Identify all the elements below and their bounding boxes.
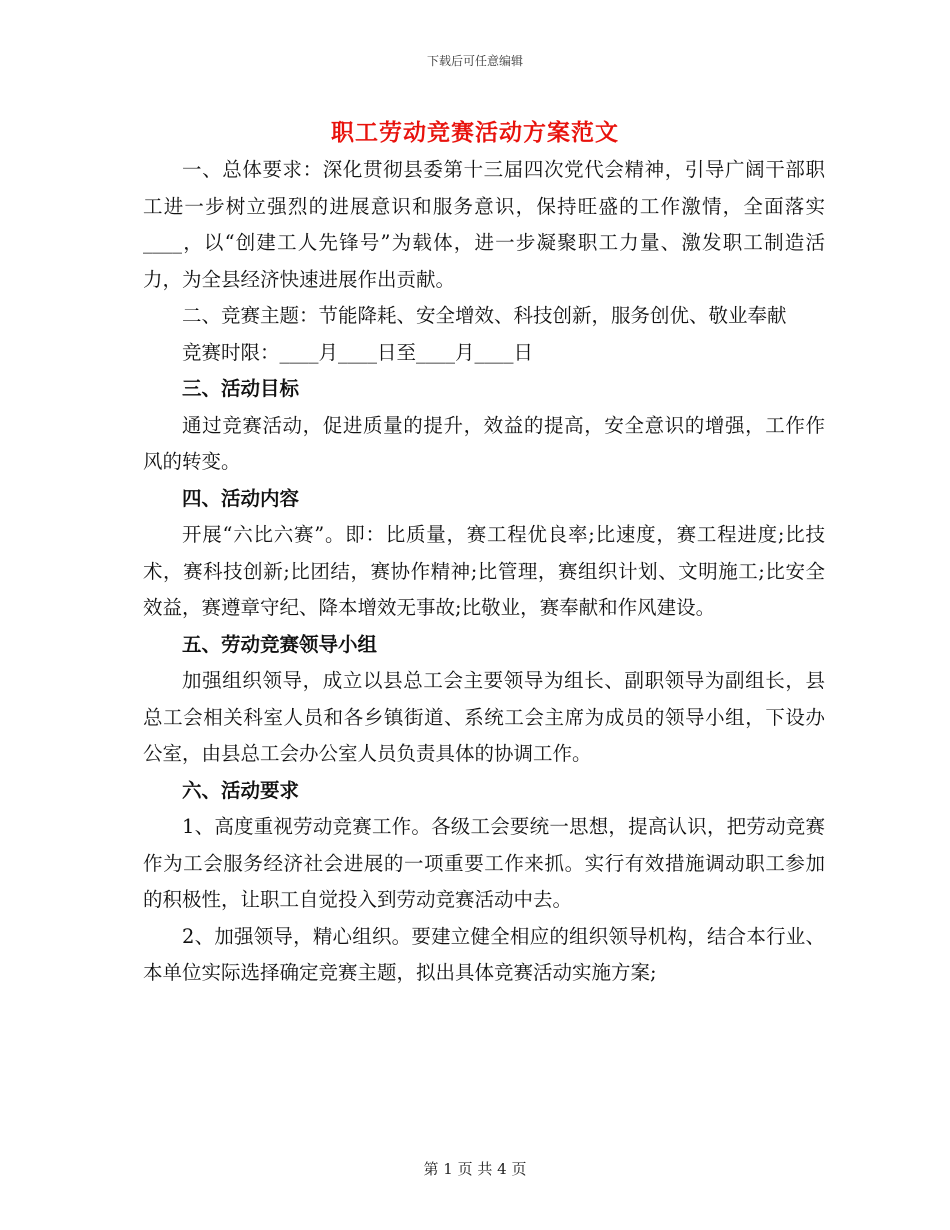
- document-body: [143, 152, 825, 992]
- heading-activity-content: 四、活动内容: [182, 486, 300, 510]
- section-overall-requirements: 一、总体要求：深化贯彻县委第十三届四次党代会精神，引导广阔干部职工进一步树立强烈的进展意识和服务意识，保持旺盛的工作激情，全面落实____，以“创建工人先锋号”为载体，进一步凝聚职工力量、激发职工制造活力，为全县经济快速进展作出贡献。: [143, 158, 825, 291]
- requirement-item-2: 2、加强领导，精心组织。要建立健全相应的组织领导机构，结合本行业、本单位实际选择确定竞赛主题，拟出具体竞赛活动实施方案;: [143, 924, 825, 984]
- requirement-item-1: 1、高度重视劳动竞赛工作。各级工会要统一思想，提高认识，把劳动竞赛作为工会服务经济社会进展的一项重要工作来抓。实行有效措施调动职工参加的积极性，让职工自觉投入到劳动竞赛活动中去。: [143, 815, 825, 911]
- heading-activity-requirements: 六、活动要求: [182, 778, 300, 802]
- heading-leading-group: 五、劳动竞赛领导小组: [182, 632, 378, 656]
- heading-activity-goals: 三、活动目标: [182, 377, 300, 400]
- document-title: 职工劳动竞赛活动方案范文: [331, 119, 619, 146]
- paragraph-leading-group: 加强组织领导，成立以县总工会主要领导为组长、副职领导为副组长，县总工会相关科室人员和各乡镇街道、系统工会主席为成员的领导小组，下设办公室，由县总工会办公室人员负责具体的协调工作。: [143, 669, 825, 765]
- paragraph-activity-goals: 通过竞赛活动，促进质量的提升，效益的提高，安全意识的增强，工作作风的转变。: [143, 413, 825, 473]
- page-number-footer: 第 1 页 共 4 页: [423, 1160, 527, 1178]
- page-header-note: 下载后可任意编辑: [426, 54, 523, 68]
- paragraph-activity-content: 开展“六比六赛”。即：比质量，赛工程优良率;比速度，赛工程进度;比技术，赛科技创新;比团结，赛协作精神;比管理，赛组织计划、文明施工;比安全效益，赛遵章守纪、降本增效无事故;比敬业，赛奉献和作风建设。: [143, 523, 825, 619]
- competition-time-limit: 竞赛时限：____月____日至____月____日: [182, 340, 534, 364]
- section-competition-theme: 二、竞赛主题：节能降耗、安全增效、科技创新，服务创优、敬业奉献: [182, 304, 787, 327]
